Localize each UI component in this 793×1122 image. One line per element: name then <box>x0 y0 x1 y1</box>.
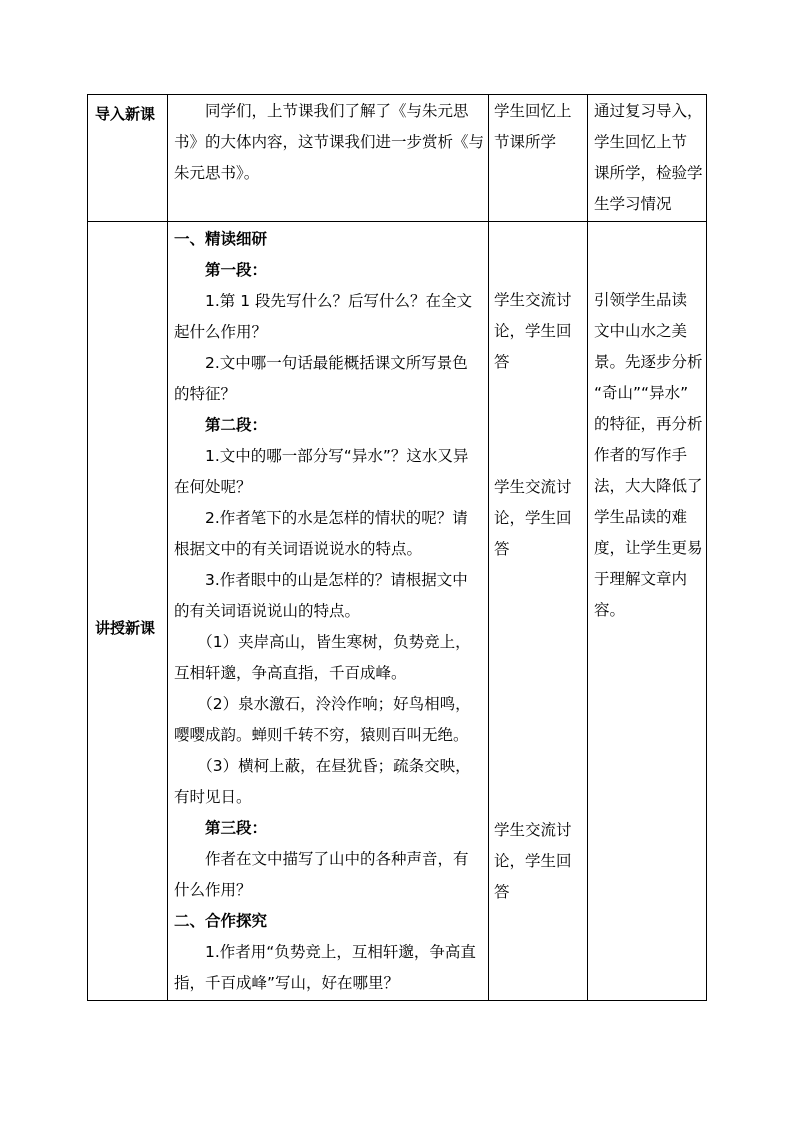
text-line: 学生回忆上 <box>494 102 572 120</box>
text-line: 朱元思书》。 <box>174 164 260 182</box>
text-line: 答 <box>494 883 510 901</box>
text-line: （1）夹岸高山，皆生寒树，负势竞上， <box>174 633 471 651</box>
text-line: 学生品读的难 <box>594 508 688 526</box>
text-line: 指，千百成峰”写山，好在哪里？ <box>174 974 400 992</box>
text-line: 作者在文中描写了山中的各种声音，有 <box>174 850 469 868</box>
text-line: 生学习情况 <box>594 195 672 213</box>
teacher-activity-cell <box>174 224 476 999</box>
section-heading: 一、精读细研 <box>174 230 268 248</box>
text-line: 通过复习导入， <box>594 102 703 120</box>
text-line: 根据文中的有关词语说说水的特点。 <box>174 540 423 558</box>
paragraph-heading: 第一段： <box>174 261 268 279</box>
design-intent-cell <box>594 96 703 220</box>
text-line: 论，学生回 <box>494 852 572 870</box>
section-heading: 二、合作探究 <box>174 912 268 930</box>
table-border-left <box>87 94 88 1001</box>
text-line: 的有关词语说说山的特点。 <box>174 602 361 620</box>
text-line: 3.作者眼中的山是怎样的？请根据文中 <box>174 571 468 589</box>
column-divider-student <box>587 94 588 1001</box>
student-activity-cell <box>494 472 572 565</box>
text-line: 的特征？ <box>174 385 237 403</box>
text-line: 学生交流讨 <box>494 478 572 496</box>
table-border-right <box>706 94 707 1001</box>
text-line: 在何处呢？ <box>174 478 252 496</box>
text-line: 起什么作用？ <box>174 323 268 341</box>
paragraph-heading: 第三段： <box>174 819 268 837</box>
text-line: 同学们，上节课我们了解了《与朱元思 <box>174 102 469 120</box>
text-line: 1.文中的哪一部分写“异水”？这水又异 <box>174 447 469 465</box>
column-divider-stage <box>167 94 168 1001</box>
text-line: 于理解文章内 <box>594 570 688 588</box>
stage-label: 讲授新课 <box>95 619 156 637</box>
text-line: “奇山”“异水” <box>594 384 689 402</box>
text-line: 节课所学 <box>494 133 557 151</box>
text-line: 有时见日。 <box>174 788 252 806</box>
lesson-plan-table <box>87 94 707 1001</box>
text-line: 文中山水之美 <box>594 322 688 340</box>
stage-label: 导入新课 <box>95 105 156 123</box>
text-line: 嘤嘤成韵。蝉则千转不穷，猿则百叫无绝。 <box>174 726 469 744</box>
text-line: 的特征，再分析 <box>594 415 703 433</box>
text-line: 互相轩邈，争高直指，千百成峰。 <box>174 664 407 682</box>
text-line: 法，大大降低了 <box>594 477 703 495</box>
design-intent-cell <box>594 285 703 626</box>
text-line: 1.作者用“负势竞上，互相轩邈，争高直 <box>174 943 476 961</box>
text-line: 答 <box>494 540 510 558</box>
text-line: 课所学，检验学 <box>594 164 703 182</box>
student-activity-cell <box>494 96 572 158</box>
column-divider-teacher <box>488 94 489 1001</box>
text-line: 学生交流讨 <box>494 821 572 839</box>
student-activity-cell <box>494 815 572 908</box>
paragraph-heading: 第二段： <box>174 416 268 434</box>
text-line: 学生交流讨 <box>494 291 572 309</box>
text-line: 度，让学生更易 <box>594 539 703 557</box>
text-line: 学生回忆上节 <box>594 133 688 151</box>
text-line: 景。先逐步分析 <box>594 353 703 371</box>
text-line: 作者的写作手 <box>594 446 688 464</box>
text-line: 2.作者笔下的水是怎样的情状的呢？请 <box>174 509 468 527</box>
teacher-activity-cell <box>174 96 484 189</box>
text-line: 论，学生回 <box>494 322 572 340</box>
text-line: 1.第 1 段先写什么？后写什么？在全文 <box>174 292 473 310</box>
row-divider <box>87 221 707 222</box>
text-line: 答 <box>494 353 510 371</box>
text-line: 容。 <box>594 601 626 619</box>
text-line: 2.文中哪一句话最能概括课文所写景色 <box>174 354 468 372</box>
text-line: （3）横柯上蔽，在昼犹昏；疏条交映， <box>174 757 471 775</box>
text-line: 什么作用？ <box>174 881 252 899</box>
table-border-top <box>87 94 707 95</box>
text-line: 引领学生品读 <box>594 291 688 309</box>
student-activity-cell <box>494 285 572 378</box>
text-line: 论，学生回 <box>494 509 572 527</box>
text-line: 书》的大体内容，这节课我们进一步赏析《与 <box>174 133 485 151</box>
text-line: （2）泉水激石，泠泠作响；好鸟相鸣， <box>174 695 471 713</box>
table-border-bottom <box>87 1000 707 1001</box>
